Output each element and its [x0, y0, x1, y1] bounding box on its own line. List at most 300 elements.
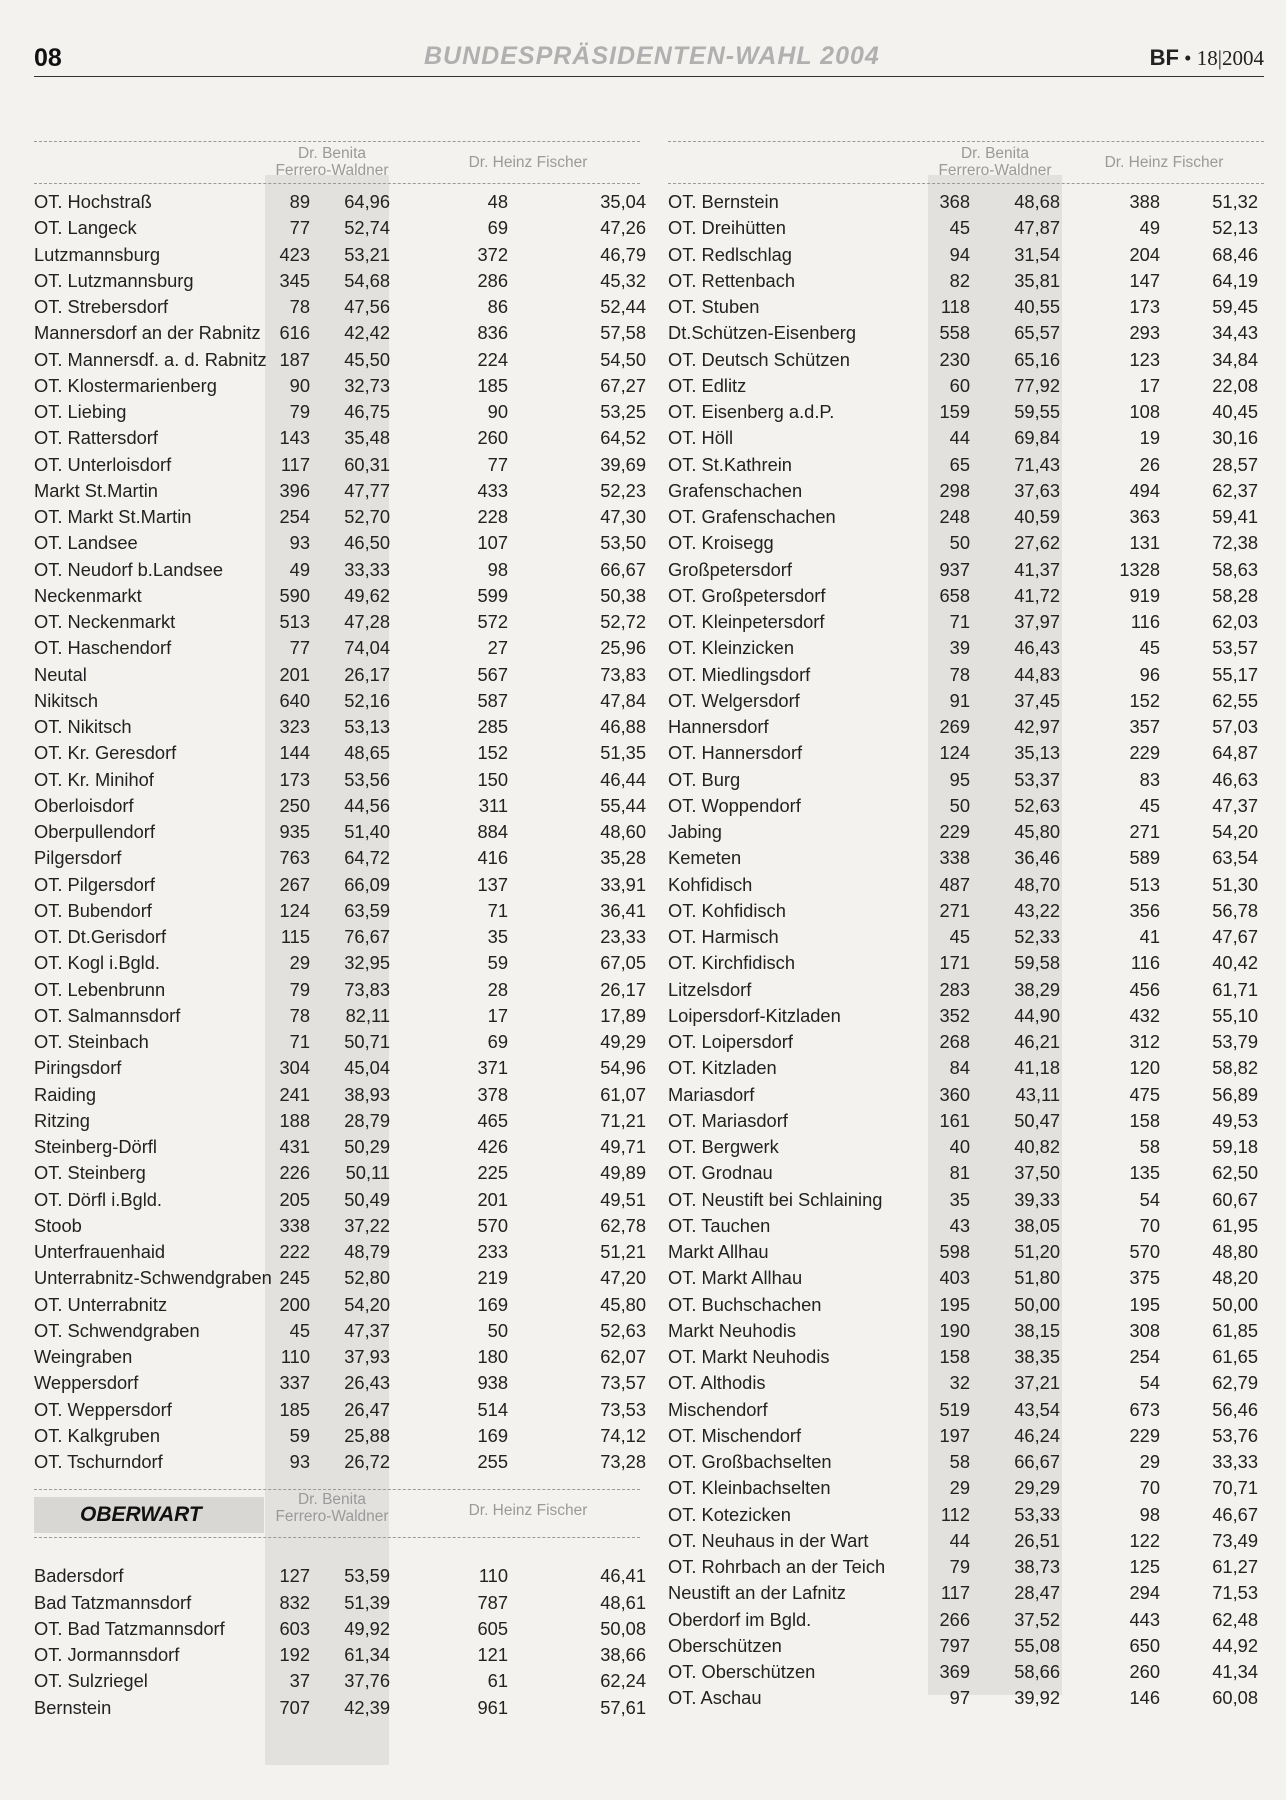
- municipality-name: Weppersdorf: [34, 1372, 139, 1394]
- votes-fischer: 147: [1129, 269, 1160, 291]
- votes-fischer: 204: [1129, 243, 1160, 265]
- votes-fischer: 433: [477, 479, 508, 501]
- table-row: [34, 1029, 646, 1055]
- votes-fischer: 180: [477, 1346, 508, 1367]
- pct-ferrero-waldner: 41,18: [1014, 1057, 1060, 1079]
- pct-fischer: 59,45: [1212, 296, 1258, 317]
- pct-ferrero-waldner: 37,63: [1014, 479, 1060, 501]
- pct-fischer: 49,29: [600, 1031, 646, 1052]
- municipality-name: OT. Haschendorf: [34, 637, 172, 659]
- pct-ferrero-waldner: 46,50: [344, 532, 390, 554]
- pct-fischer: 60,08: [1212, 1687, 1258, 1709]
- votes-ferrero-waldner: 266: [939, 1608, 970, 1630]
- municipality-name: OT. Kalkgruben: [34, 1424, 161, 1446]
- votes-fischer: 96: [1139, 663, 1160, 685]
- municipality-name: OT. Loipersdorf: [668, 1031, 793, 1052]
- pct-ferrero-waldner: 42,39: [344, 1696, 390, 1718]
- pct-ferrero-waldner: 63,59: [344, 899, 390, 921]
- district-label: OBERWART: [34, 1497, 264, 1533]
- pct-fischer: 34,84: [1212, 348, 1258, 370]
- votes-ferrero-waldner: 323: [279, 716, 310, 737]
- votes-ferrero-waldner: 143: [279, 427, 310, 449]
- table-row: [34, 688, 646, 714]
- pct-ferrero-waldner: 26,51: [1014, 1529, 1060, 1551]
- votes-fischer: 363: [1129, 506, 1160, 527]
- votes-fischer: 378: [477, 1083, 508, 1105]
- votes-fischer: 229: [1129, 1424, 1160, 1446]
- candidate-2-header: Dr. Heinz Fischer: [468, 1502, 588, 1520]
- pct-ferrero-waldner: 50,00: [1014, 1293, 1060, 1315]
- votes-fischer: 285: [477, 716, 508, 737]
- municipality-name: OT. Tschurndorf: [34, 1451, 163, 1472]
- pct-fischer: 55,17: [1212, 663, 1258, 685]
- pct-fischer: 26,17: [600, 978, 646, 1000]
- votes-fischer: 70: [1139, 1477, 1160, 1499]
- municipality-name: OT. Steinberg: [34, 1162, 146, 1184]
- pct-ferrero-waldner: 33,33: [344, 558, 390, 580]
- column-header: [34, 135, 640, 181]
- municipality-name: OT. Liebing: [34, 401, 127, 422]
- municipality-name: Markt St.Martin: [34, 479, 158, 501]
- votes-fischer: 371: [477, 1057, 508, 1079]
- votes-ferrero-waldner: 159: [939, 401, 970, 422]
- municipality-name: OT. Edlitz: [668, 374, 747, 396]
- votes-fischer: 19: [1139, 427, 1160, 449]
- table-row: [668, 583, 1264, 609]
- pct-fischer: 68,46: [1212, 243, 1258, 265]
- votes-fischer: 90: [487, 401, 508, 422]
- municipality-name: OT. Höll: [668, 427, 734, 449]
- votes-ferrero-waldner: 29: [949, 1477, 970, 1499]
- table-row: [668, 478, 1264, 504]
- votes-ferrero-waldner: 49: [289, 558, 310, 580]
- votes-ferrero-waldner: 192: [279, 1644, 310, 1665]
- pct-ferrero-waldner: 77,92: [1014, 374, 1060, 396]
- votes-fischer: 131: [1129, 532, 1160, 554]
- votes-fischer: 673: [1129, 1398, 1160, 1420]
- table-row: [34, 189, 646, 215]
- pct-fischer: 48,60: [600, 821, 646, 842]
- pct-fischer: 40,45: [1212, 401, 1258, 422]
- pct-ferrero-waldner: 69,84: [1014, 427, 1060, 449]
- table-row: [34, 1055, 646, 1081]
- pct-ferrero-waldner: 44,83: [1014, 663, 1060, 685]
- votes-fischer: 836: [477, 322, 508, 344]
- pct-fischer: 50,08: [600, 1617, 646, 1639]
- pct-fischer: 63,54: [1212, 847, 1258, 869]
- pct-ferrero-waldner: 52,74: [344, 217, 390, 239]
- votes-fischer: 98: [487, 558, 508, 580]
- municipality-name: OT. Jormannsdorf: [34, 1644, 180, 1665]
- pct-fischer: 71,21: [600, 1109, 646, 1131]
- votes-ferrero-waldner: 513: [279, 611, 310, 632]
- votes-ferrero-waldner: 84: [949, 1057, 970, 1079]
- table-row: [668, 1187, 1264, 1213]
- pct-fischer: 67,27: [600, 374, 646, 396]
- pct-fischer: 62,48: [1212, 1608, 1258, 1630]
- table-row: [668, 688, 1264, 714]
- municipality-name: Neutal: [34, 663, 87, 685]
- pct-ferrero-waldner: 28,47: [1014, 1582, 1060, 1604]
- votes-fischer: 48: [487, 191, 508, 212]
- votes-fischer: 260: [477, 427, 508, 449]
- table-row: [668, 347, 1264, 373]
- municipality-name: OT. Weppersdorf: [34, 1398, 172, 1420]
- votes-ferrero-waldner: 94: [949, 243, 970, 265]
- municipality-name: Markt Neuhodis: [668, 1319, 797, 1341]
- votes-ferrero-waldner: 245: [279, 1267, 310, 1289]
- votes-ferrero-waldner: 110: [280, 1346, 310, 1367]
- pct-fischer: 54,96: [600, 1057, 646, 1079]
- table-row: [34, 294, 646, 320]
- votes-ferrero-waldner: 658: [939, 584, 970, 606]
- pct-ferrero-waldner: 25,88: [344, 1424, 390, 1446]
- table-row: [668, 320, 1264, 346]
- pct-ferrero-waldner: 36,46: [1014, 847, 1060, 869]
- pct-ferrero-waldner: 52,80: [344, 1267, 390, 1289]
- table-row: [34, 1187, 646, 1213]
- votes-ferrero-waldner: 45: [949, 926, 970, 947]
- pct-ferrero-waldner: 45,04: [344, 1057, 390, 1079]
- votes-fischer: 475: [1129, 1083, 1160, 1105]
- votes-ferrero-waldner: 201: [279, 663, 310, 685]
- votes-ferrero-waldner: 81: [949, 1162, 970, 1184]
- municipality-name: OT. Kleinpetersdorf: [668, 611, 825, 632]
- results-table-right: [668, 189, 1264, 1712]
- municipality-name: OT. Kr. Minihof: [34, 768, 154, 790]
- municipality-name: Kemeten: [668, 847, 742, 869]
- municipality-name: OT. Hochstraß: [34, 191, 152, 212]
- votes-ferrero-waldner: 937: [939, 558, 970, 580]
- votes-ferrero-waldner: 144: [279, 742, 310, 764]
- votes-ferrero-waldner: 230: [939, 348, 970, 370]
- pct-ferrero-waldner: 40,59: [1014, 506, 1060, 527]
- municipality-name: Oberloisdorf: [34, 794, 134, 816]
- municipality-name: Bernstein: [34, 1696, 112, 1718]
- municipality-name: OT. Langeck: [34, 217, 137, 239]
- table-row: [668, 1685, 1264, 1711]
- votes-ferrero-waldner: 222: [279, 1241, 310, 1262]
- pct-fischer: 49,51: [600, 1188, 646, 1210]
- pct-fischer: 46,44: [600, 768, 646, 790]
- table-row: [34, 662, 646, 688]
- votes-ferrero-waldner: 77: [289, 637, 310, 659]
- votes-fischer: 432: [1129, 1004, 1160, 1026]
- table-row: [668, 1055, 1264, 1081]
- votes-fischer: 228: [477, 506, 508, 527]
- results-table-left: [34, 189, 646, 1475]
- votes-ferrero-waldner: 95: [949, 768, 970, 790]
- votes-fischer: 219: [477, 1267, 508, 1289]
- pct-fischer: 46,79: [600, 243, 646, 265]
- issue-info: [1150, 45, 1264, 71]
- table-row: [34, 399, 646, 425]
- table-row: [668, 1239, 1264, 1265]
- table-row: [34, 898, 646, 924]
- municipality-name: Mischendorf: [668, 1398, 768, 1420]
- pct-ferrero-waldner: 52,33: [1014, 926, 1060, 947]
- municipality-name: OT. Kohfidisch: [668, 899, 786, 921]
- municipality-name: Stoob: [34, 1214, 82, 1236]
- votes-fischer: 260: [1129, 1661, 1160, 1682]
- pct-ferrero-waldner: 38,05: [1014, 1214, 1060, 1236]
- votes-ferrero-waldner: 185: [279, 1398, 310, 1420]
- votes-ferrero-waldner: 37: [289, 1670, 310, 1692]
- pct-fischer: 57,61: [600, 1696, 646, 1718]
- pct-ferrero-waldner: 40,55: [1014, 296, 1060, 317]
- pct-fischer: 72,38: [1212, 532, 1258, 554]
- pct-ferrero-waldner: 66,67: [1014, 1451, 1060, 1472]
- page-number: 08: [34, 44, 62, 72]
- pct-fischer: 28,57: [1212, 453, 1258, 475]
- column-header: [668, 135, 1264, 181]
- pct-fischer: 59,18: [1212, 1136, 1258, 1157]
- votes-ferrero-waldner: 78: [289, 296, 310, 317]
- votes-ferrero-waldner: 241: [279, 1083, 310, 1105]
- municipality-name: OT. Pilgersdorf: [34, 873, 155, 895]
- table-row: [668, 1134, 1264, 1160]
- pct-fischer: 74,12: [600, 1424, 646, 1446]
- votes-ferrero-waldner: 97: [949, 1687, 970, 1709]
- table-row: [668, 635, 1264, 661]
- municipality-name: Pilgersdorf: [34, 847, 122, 869]
- table-row: [668, 1449, 1264, 1475]
- pct-fischer: 52,44: [600, 296, 646, 317]
- pct-ferrero-waldner: 38,29: [1014, 978, 1060, 1000]
- pct-ferrero-waldner: 61,34: [344, 1644, 390, 1665]
- municipality-name: OT. Klostermarienberg: [34, 374, 217, 396]
- votes-ferrero-waldner: 71: [289, 1031, 310, 1052]
- municipality-name: OT. Grodnau: [668, 1162, 773, 1184]
- municipality-name: OT. Kirchfidisch: [668, 952, 795, 974]
- table-row: [668, 1082, 1264, 1108]
- table-row: [668, 740, 1264, 766]
- pct-fischer: 70,71: [1212, 1477, 1258, 1499]
- table-row: [34, 478, 646, 504]
- votes-fischer: 110: [478, 1565, 508, 1587]
- pct-ferrero-waldner: 35,81: [1014, 269, 1060, 291]
- votes-ferrero-waldner: 345: [279, 269, 310, 291]
- municipality-name: OT. Althodis: [668, 1372, 766, 1394]
- municipality-name: OT. Dörfl i.Bgld.: [34, 1188, 163, 1210]
- votes-ferrero-waldner: 29: [289, 952, 310, 974]
- votes-fischer: 70: [1139, 1214, 1160, 1236]
- pct-ferrero-waldner: 51,20: [1014, 1241, 1060, 1262]
- pct-ferrero-waldner: 48,79: [344, 1241, 390, 1262]
- votes-ferrero-waldner: 248: [939, 506, 970, 527]
- pct-fischer: 73,57: [600, 1372, 646, 1394]
- municipality-name: Lutzmannsburg: [34, 243, 161, 265]
- votes-fischer: 416: [477, 847, 508, 869]
- pct-fischer: 47,37: [1212, 794, 1258, 816]
- votes-fischer: 605: [477, 1617, 508, 1639]
- votes-fischer: 125: [1129, 1556, 1160, 1577]
- pct-fischer: 47,26: [600, 217, 646, 239]
- votes-fischer: 107: [477, 532, 508, 554]
- votes-fischer: 69: [487, 217, 508, 239]
- municipality-name: OT. Stuben: [668, 296, 760, 317]
- table-row: [34, 504, 646, 530]
- municipality-name: OT. Burg: [668, 768, 741, 790]
- table-row: [668, 399, 1264, 425]
- pct-fischer: 61,85: [1212, 1319, 1258, 1341]
- pct-fischer: 51,30: [1212, 873, 1258, 895]
- votes-fischer: 375: [1129, 1267, 1160, 1289]
- table-row: [34, 924, 646, 950]
- pct-fischer: 64,19: [1212, 269, 1258, 291]
- municipality-name: Litzelsdorf: [668, 978, 752, 1000]
- votes-ferrero-waldner: 195: [939, 1293, 970, 1315]
- votes-ferrero-waldner: 190: [939, 1319, 970, 1341]
- pct-fischer: 56,46: [1212, 1398, 1258, 1420]
- pct-fischer: 53,57: [1212, 637, 1258, 659]
- votes-ferrero-waldner: 283: [939, 978, 970, 1000]
- votes-fischer: 587: [477, 689, 508, 711]
- table-row: [34, 1213, 646, 1239]
- pct-fischer: 48,80: [1212, 1241, 1258, 1262]
- votes-ferrero-waldner: 935: [279, 821, 310, 842]
- votes-fischer: 137: [477, 873, 508, 895]
- pct-ferrero-waldner: 65,57: [1014, 322, 1060, 344]
- pct-fischer: 41,34: [1212, 1661, 1258, 1682]
- votes-ferrero-waldner: 89: [289, 191, 310, 212]
- candidate-2-header: Dr. Heinz Fischer: [1104, 154, 1224, 171]
- votes-fischer: 54: [1139, 1188, 1160, 1210]
- pct-ferrero-waldner: 54,20: [344, 1293, 390, 1315]
- votes-fischer: 513: [1129, 873, 1160, 895]
- pct-ferrero-waldner: 42,42: [344, 322, 390, 344]
- pct-fischer: 45,80: [600, 1293, 646, 1315]
- pct-fischer: 73,28: [600, 1451, 646, 1472]
- pct-ferrero-waldner: 64,96: [344, 191, 390, 212]
- pct-ferrero-waldner: 37,50: [1014, 1162, 1060, 1184]
- pct-ferrero-waldner: 49,62: [344, 584, 390, 606]
- table-row: [34, 635, 646, 661]
- pct-ferrero-waldner: 43,54: [1014, 1398, 1060, 1420]
- table-row: [34, 845, 646, 871]
- votes-ferrero-waldner: 298: [939, 479, 970, 501]
- table-row: [34, 1563, 646, 1589]
- municipality-name: Mariasdorf: [668, 1083, 755, 1105]
- table-row: [668, 1633, 1264, 1659]
- votes-ferrero-waldner: 117: [940, 1582, 970, 1604]
- votes-fischer: 123: [1129, 348, 1160, 370]
- votes-ferrero-waldner: 50: [949, 532, 970, 554]
- pct-fischer: 36,41: [600, 899, 646, 921]
- candidate-1-header: Dr. Benita Ferrero-Waldner: [275, 1491, 389, 1526]
- table-row: [668, 793, 1264, 819]
- votes-ferrero-waldner: 197: [939, 1424, 970, 1446]
- municipality-name: OT. Landsee: [34, 532, 138, 554]
- pct-fischer: 62,24: [600, 1670, 646, 1692]
- municipality-name: OT. Kroisegg: [668, 532, 774, 554]
- table-row: [668, 1292, 1264, 1318]
- votes-fischer: 86: [487, 296, 508, 317]
- pct-fischer: 35,04: [600, 191, 646, 212]
- table-row: [668, 1580, 1264, 1606]
- pct-ferrero-waldner: 73,83: [344, 978, 390, 1000]
- municipality-name: OT. Kleinzicken: [668, 637, 794, 659]
- votes-ferrero-waldner: 254: [279, 506, 310, 527]
- pct-fischer: 62,50: [1212, 1162, 1258, 1184]
- votes-ferrero-waldner: 158: [939, 1346, 970, 1367]
- votes-fischer: 514: [477, 1398, 508, 1420]
- votes-fischer: 465: [477, 1109, 508, 1131]
- municipality-name: OT. Kleinbachselten: [668, 1477, 831, 1499]
- issue-number: 18|2004: [1196, 46, 1264, 70]
- votes-fischer: 589: [1129, 847, 1160, 869]
- table-row: [668, 609, 1264, 635]
- votes-ferrero-waldner: 598: [939, 1241, 970, 1262]
- pct-ferrero-waldner: 37,52: [1014, 1608, 1060, 1630]
- votes-fischer: 494: [1129, 479, 1160, 501]
- pct-ferrero-waldner: 37,45: [1014, 689, 1060, 711]
- municipality-name: OT. Harmisch: [668, 926, 779, 947]
- votes-fischer: 195: [1129, 1293, 1160, 1315]
- votes-fischer: 69: [487, 1031, 508, 1052]
- municipality-name: OT. Schwendgraben: [34, 1319, 200, 1341]
- table-row: [34, 1695, 646, 1721]
- issue-separator: •: [1178, 46, 1197, 70]
- pct-ferrero-waldner: 44,56: [344, 794, 390, 816]
- pct-ferrero-waldner: 59,58: [1014, 952, 1060, 974]
- votes-fischer: 146: [1129, 1687, 1160, 1709]
- municipality-name: OT. Lebenbrunn: [34, 978, 166, 1000]
- candidate-1-header: Dr. Benita Ferrero-Waldner: [275, 145, 389, 179]
- pct-ferrero-waldner: 53,56: [344, 768, 390, 790]
- votes-ferrero-waldner: 44: [949, 1529, 970, 1551]
- pct-ferrero-waldner: 37,22: [344, 1214, 390, 1236]
- votes-ferrero-waldner: 77: [289, 217, 310, 239]
- votes-fischer: 312: [1129, 1031, 1160, 1052]
- table-row: [34, 950, 646, 976]
- votes-fischer: 54: [1139, 1372, 1160, 1394]
- votes-ferrero-waldner: 431: [279, 1136, 310, 1157]
- votes-fischer: 152: [477, 742, 508, 764]
- table-row: [34, 977, 646, 1003]
- votes-fischer: 152: [1129, 689, 1160, 711]
- table-row: [668, 189, 1264, 215]
- table-row: [668, 1528, 1264, 1554]
- municipality-name: OT. Unterrabnitz: [34, 1293, 168, 1315]
- municipality-name: OT. Neckenmarkt: [34, 611, 176, 632]
- pct-ferrero-waldner: 74,04: [344, 637, 390, 659]
- pct-ferrero-waldner: 46,43: [1014, 637, 1060, 659]
- pct-fischer: 62,03: [1212, 611, 1258, 632]
- table-row: [668, 215, 1264, 241]
- pct-fischer: 62,37: [1212, 479, 1258, 501]
- votes-ferrero-waldner: 304: [279, 1057, 310, 1079]
- municipality-name: Grafenschachen: [668, 479, 803, 501]
- votes-fischer: 426: [477, 1136, 508, 1157]
- pct-ferrero-waldner: 52,63: [1014, 794, 1060, 816]
- votes-fischer: 233: [477, 1241, 508, 1262]
- right-column: [668, 135, 1264, 1712]
- municipality-name: OT. Großbachselten: [668, 1451, 832, 1472]
- table-row: [34, 1668, 646, 1694]
- pct-fischer: 71,53: [1212, 1582, 1258, 1604]
- votes-ferrero-waldner: 519: [939, 1398, 970, 1420]
- pct-fischer: 60,67: [1212, 1188, 1258, 1210]
- votes-ferrero-waldner: 369: [939, 1661, 970, 1682]
- pct-ferrero-waldner: 54,68: [344, 269, 390, 291]
- table-row: [668, 1265, 1264, 1291]
- municipality-name: OT. Kitzladen: [668, 1057, 777, 1079]
- votes-fischer: 357: [1129, 716, 1160, 737]
- table-row: [34, 215, 646, 241]
- votes-ferrero-waldner: 39: [949, 637, 970, 659]
- table-row: [668, 1029, 1264, 1055]
